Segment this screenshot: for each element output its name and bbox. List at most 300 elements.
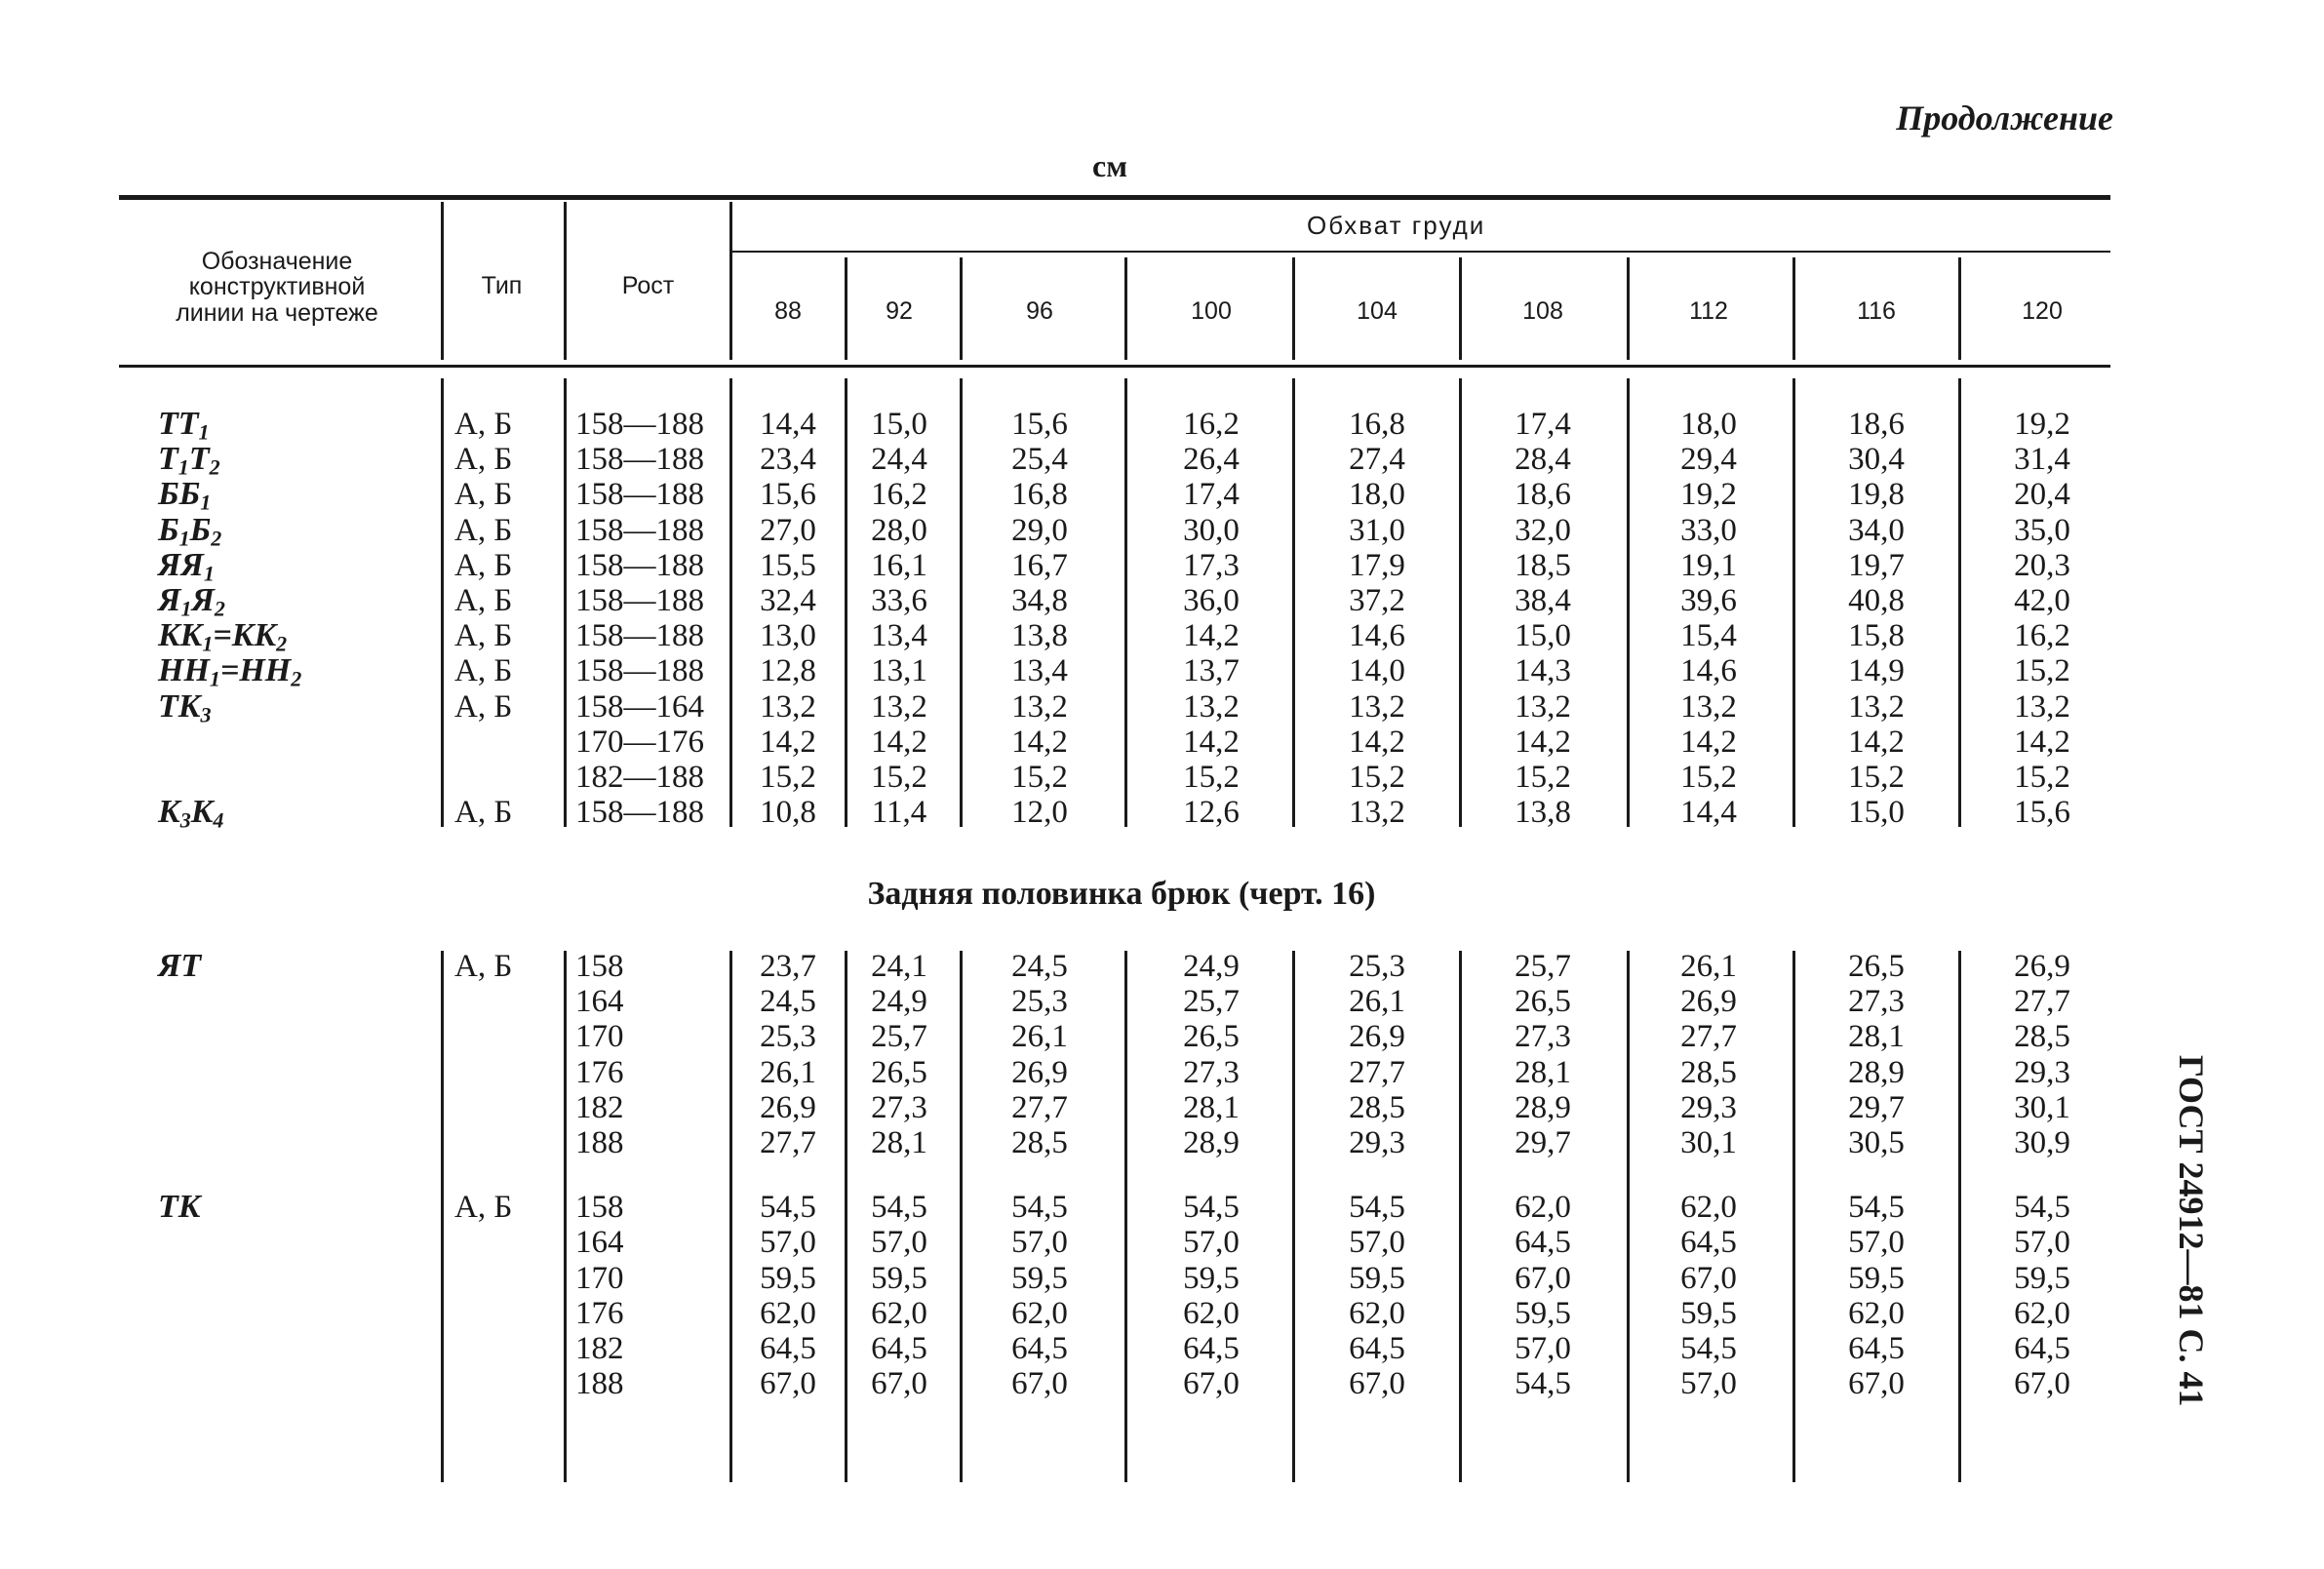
value-cell: 28,9 (1183, 1125, 1240, 1160)
line-designation: $TK_3$ (158, 687, 212, 727)
value-cell: 64,5 (2014, 1331, 2070, 1366)
value-cell: 31,4 (2014, 442, 2070, 478)
line-designation: ЯT (158, 948, 202, 984)
value-cell: 26,9 (1680, 984, 1737, 1020)
chest-col-104: 104 (1357, 297, 1398, 325)
value-cell: 27,4 (1349, 442, 1405, 478)
value-cell: 14,0 (1349, 653, 1405, 689)
value-cell: 54,5 (1349, 1190, 1405, 1226)
value-cell: 13,2 (1011, 688, 1068, 725)
value-cell: 27,7 (1011, 1089, 1068, 1125)
value-cell: 33,6 (871, 583, 927, 618)
value-cell: 25,7 (1183, 984, 1240, 1020)
value-cell: 15,4 (1680, 618, 1737, 654)
height-cell: 158—188 (575, 442, 704, 478)
value-cell: 30,9 (2014, 1125, 2070, 1160)
body-divider (441, 951, 444, 1482)
body-divider (1958, 378, 1961, 827)
chest-col-divider (960, 257, 963, 360)
value-cell: 40,8 (1848, 583, 1905, 618)
value-cell: 35,0 (2014, 512, 2070, 548)
value-cell: 54,5 (1011, 1190, 1068, 1226)
value-cell: 16,2 (2014, 618, 2070, 654)
value-cell: 57,0 (1011, 1225, 1068, 1261)
height-header: Рост (621, 272, 675, 299)
height-cell: 164 (575, 984, 624, 1020)
line-designation: $ЯЯ_1$ (158, 546, 215, 586)
header-bottom-rule (119, 365, 2110, 368)
value-cell: 62,0 (1848, 1295, 1905, 1331)
value-cell: 26,5 (871, 1054, 927, 1090)
value-cell: 23,4 (760, 442, 816, 478)
chest-col-divider (1627, 257, 1630, 360)
value-cell: 15,2 (2014, 760, 2070, 795)
type-cell: А, Б (454, 477, 513, 513)
value-cell: 30,5 (1848, 1125, 1905, 1160)
value-cell: 30,4 (1848, 442, 1905, 478)
value-cell: 26,1 (1011, 1019, 1068, 1055)
value-cell: 15,8 (1848, 618, 1905, 654)
value-cell: 57,0 (760, 1225, 816, 1261)
side-document-number: ГОСТ 24912—81 С. 41 (2172, 1055, 2211, 1407)
value-cell: 64,5 (760, 1331, 816, 1366)
value-cell: 28,0 (871, 512, 927, 548)
chest-col-120: 120 (2022, 297, 2063, 325)
value-cell: 59,5 (760, 1260, 816, 1296)
value-cell: 15,2 (871, 760, 927, 795)
height-cell: 158—188 (575, 477, 704, 513)
value-cell: 25,7 (871, 1019, 927, 1055)
value-cell: 16,8 (1349, 407, 1405, 442)
body-divider (845, 378, 847, 827)
value-cell: 67,0 (1848, 1366, 1905, 1402)
height-cell: 170—176 (575, 724, 704, 760)
value-cell: 14,4 (760, 407, 816, 442)
value-cell: 28,5 (1349, 1089, 1405, 1125)
value-cell: 26,4 (1183, 442, 1240, 478)
value-cell: 26,9 (1349, 1019, 1405, 1055)
value-cell: 29,3 (1680, 1089, 1737, 1125)
value-cell: 15,2 (1515, 760, 1571, 795)
value-cell: 64,5 (1848, 1331, 1905, 1366)
value-cell: 15,0 (1515, 618, 1571, 654)
value-cell: 27,7 (1680, 1019, 1737, 1055)
value-cell: 26,9 (760, 1089, 816, 1125)
value-cell: 67,0 (2014, 1366, 2070, 1402)
value-cell: 13,1 (871, 653, 927, 689)
section-back-title: Задняя половинка брюк (черт. 16) (867, 876, 1376, 912)
body-divider (1292, 951, 1295, 1482)
value-cell: 28,5 (1680, 1054, 1737, 1090)
value-cell: 67,0 (760, 1366, 816, 1402)
value-cell: 67,0 (1183, 1366, 1240, 1402)
line-designation: $KK_1=KK_2$ (158, 617, 288, 656)
value-cell: 29,3 (1349, 1125, 1405, 1160)
value-cell: 13,2 (1349, 795, 1405, 831)
chest-col-108: 108 (1522, 297, 1563, 325)
value-cell: 30,1 (2014, 1089, 2070, 1125)
value-cell: 14,2 (1183, 724, 1240, 760)
type-cell: А, Б (454, 949, 513, 984)
height-cell: 164 (575, 1225, 624, 1261)
value-cell: 54,5 (1183, 1190, 1240, 1226)
value-cell: 14,9 (1848, 653, 1905, 689)
value-cell: 67,0 (1011, 1366, 1068, 1402)
height-cell: 188 (575, 1125, 624, 1160)
value-cell: 59,5 (1515, 1295, 1571, 1331)
height-cell: 158—188 (575, 547, 704, 583)
value-cell: 17,3 (1183, 547, 1240, 583)
value-cell: 54,5 (1848, 1190, 1905, 1226)
value-cell: 24,4 (871, 442, 927, 478)
body-divider (564, 378, 567, 827)
value-cell: 15,2 (1349, 760, 1405, 795)
height-cell: 176 (575, 1054, 624, 1090)
value-cell: 26,1 (760, 1054, 816, 1090)
value-cell: 13,2 (1848, 688, 1905, 725)
chest-col-divider (1792, 257, 1795, 360)
value-cell: 27,0 (760, 512, 816, 548)
type-cell: А, Б (454, 407, 513, 442)
value-cell: 14,2 (1680, 724, 1737, 760)
value-cell: 62,0 (1680, 1190, 1737, 1226)
value-cell: 14,2 (1011, 724, 1068, 760)
header-divider (729, 202, 732, 360)
value-cell: 54,5 (1515, 1366, 1571, 1402)
height-cell: 182 (575, 1331, 624, 1366)
value-cell: 59,5 (1848, 1260, 1905, 1296)
value-cell: 14,3 (1515, 653, 1571, 689)
value-cell: 28,1 (1515, 1054, 1571, 1090)
value-cell: 59,5 (871, 1260, 927, 1296)
height-cell: 182—188 (575, 760, 704, 795)
height-cell: 158—188 (575, 583, 704, 618)
type-cell: А, Б (454, 512, 513, 548)
type-cell: А, Б (454, 618, 513, 654)
value-cell: 25,7 (1515, 949, 1571, 984)
height-cell: 158 (575, 949, 624, 984)
value-cell: 64,5 (1680, 1225, 1737, 1261)
value-cell: 54,5 (871, 1190, 927, 1226)
value-cell: 27,3 (1848, 984, 1905, 1020)
value-cell: 59,5 (1011, 1260, 1068, 1296)
value-cell: 13,2 (871, 688, 927, 725)
value-cell: 62,0 (1515, 1190, 1571, 1226)
continuation-label: Продолжение (1896, 98, 2113, 137)
value-cell: 13,2 (760, 688, 816, 725)
value-cell: 34,0 (1848, 512, 1905, 548)
value-cell: 28,1 (871, 1125, 927, 1160)
height-cell: 158—188 (575, 512, 704, 548)
header-divider (564, 202, 567, 360)
value-cell: 19,1 (1680, 547, 1737, 583)
value-cell: 28,9 (1515, 1089, 1571, 1125)
body-divider (1627, 951, 1630, 1482)
value-cell: 64,5 (1515, 1225, 1571, 1261)
value-cell: 16,1 (871, 547, 927, 583)
value-cell: 17,9 (1349, 547, 1405, 583)
chest-col-116: 116 (1857, 297, 1896, 325)
value-cell: 62,0 (760, 1295, 816, 1331)
designation-line-1: Обозначение (201, 248, 353, 275)
body-divider (1459, 378, 1462, 827)
value-cell: 24,9 (1183, 949, 1240, 984)
value-cell: 15,2 (1011, 760, 1068, 795)
value-cell: 15,6 (2014, 795, 2070, 831)
value-cell: 27,3 (1515, 1019, 1571, 1055)
type-cell: А, Б (454, 442, 513, 478)
value-cell: 31,0 (1349, 512, 1405, 548)
value-cell: 12,0 (1011, 795, 1068, 831)
value-cell: 13,2 (1680, 688, 1737, 725)
value-cell: 15,2 (1680, 760, 1737, 795)
value-cell: 27,7 (1349, 1054, 1405, 1090)
value-cell: 14,2 (1183, 618, 1240, 654)
value-cell: 28,4 (1515, 442, 1571, 478)
header-divider (441, 202, 444, 360)
value-cell: 15,0 (871, 407, 927, 442)
value-cell: 19,8 (1848, 477, 1905, 513)
value-cell: 24,9 (871, 984, 927, 1020)
value-cell: 18,0 (1680, 407, 1737, 442)
chest-col-divider (1958, 257, 1961, 360)
value-cell: 13,2 (1349, 688, 1405, 725)
body-divider (1627, 378, 1630, 827)
chest-col-divider (845, 257, 847, 360)
value-cell: 18,6 (1848, 407, 1905, 442)
chest-col-112: 112 (1689, 297, 1728, 325)
value-cell: 62,0 (1349, 1295, 1405, 1331)
value-cell: 57,0 (2014, 1225, 2070, 1261)
designation-line-3: линии на чертеже (176, 298, 378, 327)
value-cell: 13,8 (1011, 618, 1068, 654)
value-cell: 14,2 (1515, 724, 1571, 760)
value-cell: 57,0 (1183, 1225, 1240, 1261)
value-cell: 67,0 (1515, 1260, 1571, 1296)
value-cell: 15,6 (1011, 407, 1068, 442)
value-cell: 24,1 (871, 949, 927, 984)
value-cell: 13,2 (1183, 688, 1240, 725)
value-cell: 27,7 (760, 1125, 816, 1160)
line-designation: $Я_1Я_2$ (158, 582, 225, 621)
value-cell: 16,7 (1011, 547, 1068, 583)
value-cell: 16,2 (871, 477, 927, 513)
type-cell: А, Б (454, 583, 513, 618)
line-designation: $ББ_1$ (158, 476, 212, 515)
value-cell: 15,2 (2014, 653, 2070, 689)
value-cell: 20,3 (2014, 547, 2070, 583)
value-cell: 14,6 (1680, 653, 1737, 689)
value-cell: 17,4 (1515, 407, 1571, 442)
value-cell: 26,1 (1349, 984, 1405, 1020)
value-cell: 19,7 (1848, 547, 1905, 583)
body-divider (1124, 951, 1127, 1482)
value-cell: 28,9 (1848, 1054, 1905, 1090)
designation-line-2: конструктивной (188, 273, 366, 301)
value-cell: 29,3 (2014, 1054, 2070, 1090)
value-cell: 62,0 (871, 1295, 927, 1331)
body-divider (729, 378, 732, 827)
value-cell: 24,5 (760, 984, 816, 1020)
value-cell: 28,5 (2014, 1019, 2070, 1055)
height-cell: 158—188 (575, 795, 704, 831)
height-cell: 182 (575, 1089, 624, 1125)
value-cell: 13,4 (1011, 653, 1068, 689)
value-cell: 14,2 (1848, 724, 1905, 760)
value-cell: 25,3 (1349, 949, 1405, 984)
value-cell: 54,5 (2014, 1190, 2070, 1226)
value-cell: 16,2 (1183, 407, 1240, 442)
height-cell: 170 (575, 1019, 624, 1055)
height-cell: 158 (575, 1190, 624, 1226)
value-cell: 29,4 (1680, 442, 1737, 478)
value-cell: 15,0 (1848, 795, 1905, 831)
value-cell: 14,2 (1349, 724, 1405, 760)
chest-col-96: 96 (1026, 297, 1053, 325)
value-cell: 27,7 (2014, 984, 2070, 1020)
top-rule (119, 195, 2110, 200)
value-cell: 28,1 (1183, 1089, 1240, 1125)
value-cell: 33,0 (1680, 512, 1737, 548)
value-cell: 57,0 (871, 1225, 927, 1261)
value-cell: 32,4 (760, 583, 816, 618)
value-cell: 11,4 (871, 795, 927, 831)
value-cell: 10,8 (760, 795, 816, 831)
chest-col-100: 100 (1191, 297, 1232, 325)
body-divider (729, 951, 732, 1482)
type-cell: А, Б (454, 547, 513, 583)
value-cell: 62,0 (1183, 1295, 1240, 1331)
body-divider (1292, 378, 1295, 827)
value-cell: 28,5 (1011, 1125, 1068, 1160)
value-cell: 26,5 (1183, 1019, 1240, 1055)
type-cell: А, Б (454, 653, 513, 689)
body-divider (1792, 951, 1795, 1482)
value-cell: 18,6 (1515, 477, 1571, 513)
value-cell: 13,7 (1183, 653, 1240, 689)
value-cell: 19,2 (2014, 407, 2070, 442)
value-cell: 57,0 (1848, 1225, 1905, 1261)
line-designation: $Б_1Б_2$ (158, 511, 222, 551)
value-cell: 59,5 (1349, 1260, 1405, 1296)
value-cell: 37,2 (1349, 583, 1405, 618)
body-divider (1958, 951, 1961, 1482)
body-divider (960, 378, 963, 827)
value-cell: 36,0 (1183, 583, 1240, 618)
value-cell: 39,6 (1680, 583, 1737, 618)
body-divider (1459, 951, 1462, 1482)
type-cell: А, Б (454, 795, 513, 831)
value-cell: 13,2 (1515, 688, 1571, 725)
value-cell: 67,0 (871, 1366, 927, 1402)
value-cell: 64,5 (1349, 1331, 1405, 1366)
height-cell: 170 (575, 1260, 624, 1296)
line-designation: $T_1T_2$ (158, 441, 220, 480)
value-cell: 14,2 (2014, 724, 2070, 760)
value-cell: 14,2 (760, 724, 816, 760)
height-cell: 188 (575, 1366, 624, 1402)
value-cell: 12,6 (1183, 795, 1240, 831)
value-cell: 15,2 (1848, 760, 1905, 795)
type-cell: А, Б (454, 688, 513, 725)
value-cell: 26,1 (1680, 949, 1737, 984)
type-cell: А, Б (454, 1190, 513, 1226)
value-cell: 32,0 (1515, 512, 1571, 548)
line-designation: TK (158, 1189, 201, 1226)
value-cell: 15,2 (760, 760, 816, 795)
value-cell: 34,8 (1011, 583, 1068, 618)
value-cell: 25,3 (760, 1019, 816, 1055)
value-cell: 17,4 (1183, 477, 1240, 513)
value-cell: 30,1 (1680, 1125, 1737, 1160)
value-cell: 26,5 (1848, 949, 1905, 984)
value-cell: 26,5 (1515, 984, 1571, 1020)
value-cell: 16,8 (1011, 477, 1068, 513)
value-cell: 18,5 (1515, 547, 1571, 583)
value-cell: 27,3 (871, 1089, 927, 1125)
value-cell: 57,0 (1349, 1225, 1405, 1261)
chest-col-divider (1459, 257, 1462, 360)
unit-label: см (1092, 148, 1127, 183)
type-header: Тип (481, 272, 523, 299)
chest-col-divider (1292, 257, 1295, 360)
value-cell: 30,0 (1183, 512, 1240, 548)
value-cell: 59,5 (1183, 1260, 1240, 1296)
body-divider (1124, 378, 1127, 827)
value-cell: 24,5 (1011, 949, 1068, 984)
value-cell: 23,7 (760, 949, 816, 984)
value-cell: 64,5 (1011, 1331, 1068, 1366)
value-cell: 25,3 (1011, 984, 1068, 1020)
value-cell: 14,6 (1349, 618, 1405, 654)
chest-col-divider (1124, 257, 1127, 360)
value-cell: 13,8 (1515, 795, 1571, 831)
value-cell: 15,5 (760, 547, 816, 583)
value-cell: 62,0 (1011, 1295, 1068, 1331)
value-cell: 54,5 (760, 1190, 816, 1226)
chest-col-88: 88 (774, 297, 802, 325)
value-cell: 15,6 (760, 477, 816, 513)
value-cell: 67,0 (1349, 1366, 1405, 1402)
body-divider (564, 951, 567, 1482)
value-cell: 57,0 (1515, 1331, 1571, 1366)
value-cell: 59,5 (1680, 1295, 1737, 1331)
value-cell: 29,7 (1848, 1089, 1905, 1125)
value-cell: 57,0 (1680, 1366, 1737, 1402)
value-cell: 42,0 (2014, 583, 2070, 618)
value-cell: 29,7 (1515, 1125, 1571, 1160)
height-cell: 158—188 (575, 407, 704, 442)
value-cell: 26,9 (1011, 1054, 1068, 1090)
value-cell: 14,4 (1680, 795, 1737, 831)
value-cell: 14,2 (871, 724, 927, 760)
value-cell: 28,1 (1848, 1019, 1905, 1055)
chest-col-92: 92 (886, 297, 913, 325)
designation-header (122, 249, 432, 326)
value-cell: 29,0 (1011, 512, 1068, 548)
value-cell: 20,4 (2014, 477, 2070, 513)
value-cell: 15,2 (1183, 760, 1240, 795)
body-divider (960, 951, 963, 1482)
value-cell: 13,0 (760, 618, 816, 654)
height-cell: 158—164 (575, 688, 704, 725)
line-designation: $K_3K_4$ (158, 794, 224, 833)
value-cell: 13,4 (871, 618, 927, 654)
value-cell: 13,2 (2014, 688, 2070, 725)
chest-underline (729, 251, 2110, 253)
chest-header: Обхват груди (1307, 211, 1486, 240)
value-cell: 25,4 (1011, 442, 1068, 478)
